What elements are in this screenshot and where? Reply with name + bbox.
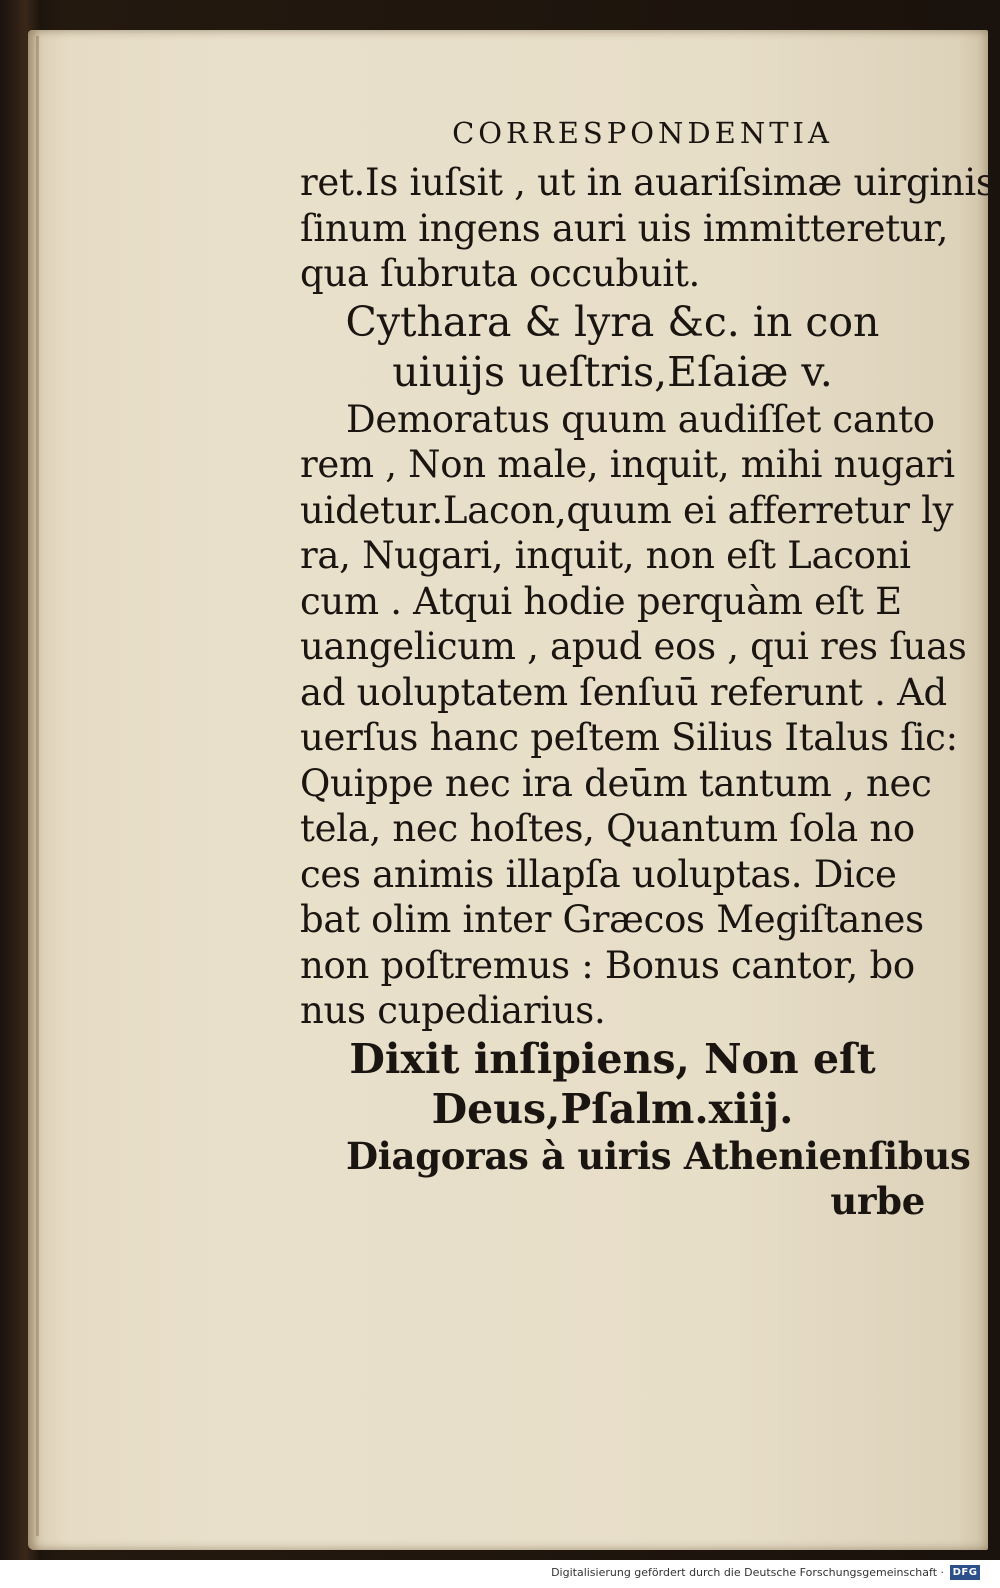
text-line: non poſtremus : Bonus cantor, bo xyxy=(300,943,915,987)
catchword: urbe xyxy=(830,1179,925,1223)
page-text xyxy=(300,100,995,1225)
section-heading-line: Dixit inſipiens, Non eſt xyxy=(349,1034,876,1083)
text-line: nus cupediarius. xyxy=(300,989,606,1032)
text-line: ra, Nugari, inquit, non eſt Laconi xyxy=(300,534,911,577)
text-line: tela, nec hoſtes, Quantum ſola no xyxy=(300,807,915,850)
text-line: uidetur.Lacon,quum ei afferretur ly xyxy=(300,488,954,532)
running-head: CORRESPONDENTIA xyxy=(452,116,833,150)
section-heading-line: uiuijs ueſtris,Eſaiæ v. xyxy=(392,347,833,396)
text-line: ſinum ingens auri uis immitteretur, xyxy=(300,206,949,250)
paragraph-first-line: Demoratus quum audiſſet canto xyxy=(346,397,935,441)
text-line: uerſus hanc peſtem Silius Italus ſic: xyxy=(300,716,958,759)
section-heading-line: Deus,Pſalm.xiij. xyxy=(431,1084,794,1133)
dfg-logo: DFG xyxy=(950,1565,980,1580)
text-line: uangelicum , apud eos , qui res ſuas xyxy=(300,625,967,668)
text-line: ces animis illapſa uoluptas. Dice xyxy=(300,852,897,896)
funding-credit: Digitalisierung gefördert durch die Deutsche Forschungsgemeinschaft · xyxy=(551,1566,944,1579)
paragraph-first-line: Diagoras à uiris Athenienſibus xyxy=(346,1133,971,1178)
text-line: ad uoluptatem ſenſuū referunt . Ad xyxy=(300,670,947,714)
text-lines xyxy=(300,160,995,1225)
text-line: rem , Non male, inquit, mihi nugari xyxy=(300,443,955,486)
text-line: Quippe nec ira deūm tantum , nec xyxy=(300,761,932,805)
text-line: cum . Atqui hodie perquàm eſt E xyxy=(300,579,902,623)
text-line: qua ſubruta occubuit. xyxy=(300,252,700,295)
text-line: ret.Is iuſsit , ut in auariſsimæ uirginis xyxy=(300,161,995,204)
section-heading-line: Cythara & lyra &c. in con xyxy=(345,297,880,346)
text-line: bat olim inter Græcos Megiſtanes xyxy=(300,898,924,941)
page-gutter-shadow xyxy=(36,36,39,1536)
